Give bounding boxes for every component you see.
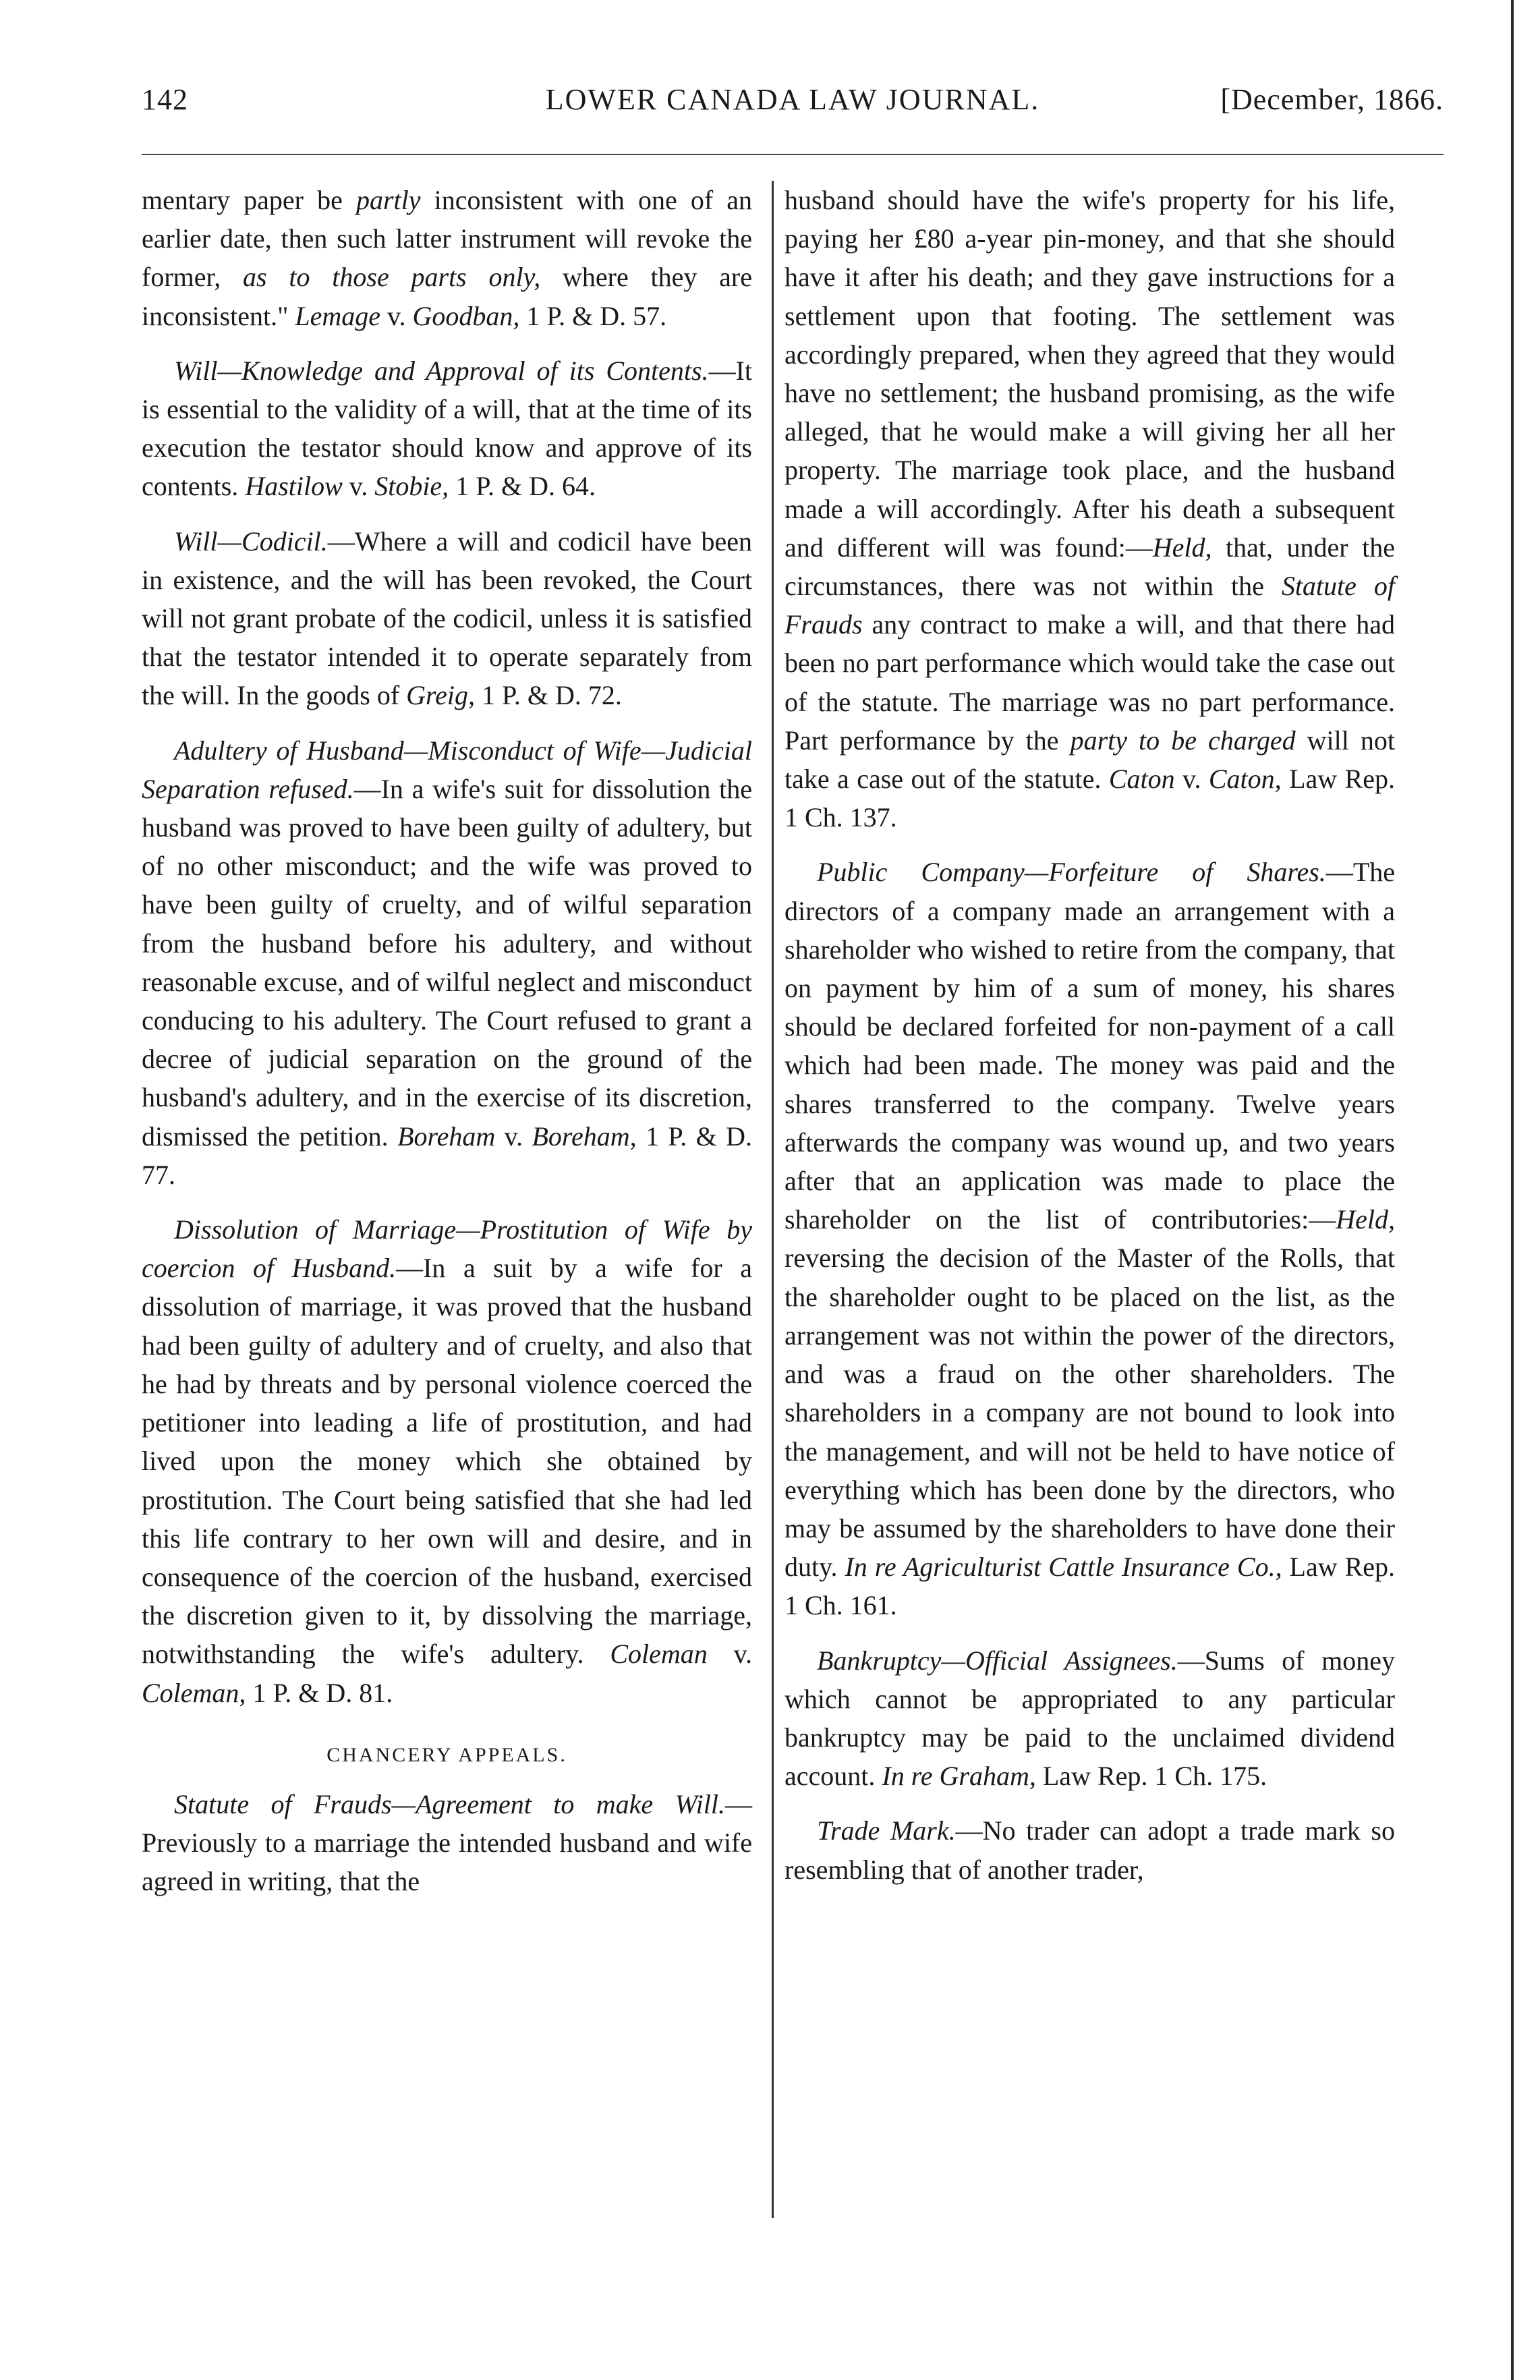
paragraph-trade-mark: Trade Mark.—No trader can adopt a trade mark so resembling that of another trader,: [785, 1815, 1396, 1885]
running-header: [142, 82, 1444, 130]
paragraph-heading: Adultery of Husband—Misconduct of Wife—Judicial Separation refused.: [142, 735, 752, 804]
page-number: 142: [142, 83, 188, 116]
paragraph-bankruptcy: Bankruptcy—Official Assignees.—Sums of money which cannot be appropriated to any particular bankruptcy may be paid to the unclaimed dividend account. In re Graham, Law Rep. 1 Ch. 175.: [785, 1645, 1395, 1792]
paragraph-heading: Public Company—Forfeiture of Shares.: [817, 857, 1326, 888]
paragraph-revocation-continued: mentary paper be partly inconsistent with one of an earlier date, then such latter instrument will revoke the former, as to those parts only, where they are inconsistent." Lemage v. Goodban, 1 P. & D. 57.: [142, 185, 752, 331]
page-edge-line: [1511, 0, 1514, 2380]
right-column: [785, 181, 1395, 1905]
header-rule: [142, 154, 1444, 155]
paragraph-heading: Trade Mark.: [817, 1815, 956, 1846]
paragraph-will-knowledge: Will—Knowledge and Approval of its Contents.—It is essential to the validity of a will, that at the time of its execution the testator should know and approve of its contents. Hastilow v. Stobie, 1 P. & D. 64.: [142, 355, 752, 502]
paragraph-statute-of-frauds: Statute of Frauds—Agreement to make Will.—Previously to a marriage the intended husband and wife agreed in writing, that the: [142, 1788, 752, 1897]
paragraph-heading: Dissolution of Marriage—Prostitution of Wife by coercion of Husband.: [142, 1214, 752, 1284]
paragraph-statute-of-frauds-continued: husband should have the wife's property for his life, paying her £80 a-year pin-money, and that she should have it after his death; and they gave instructions for a settlement upon that footing. The settlement was accordingly prepared, when they agreed that they would have no settlement; the husband promising, as the wife alleged, that he would make a will giving her all her property. The marriage took place, and the husband made a will accordingly. After his death a subsequent and different will was found:—Held, that, under the circumstances, there was not within the Statute of Frauds any contract to make a will, and that there had been no part performance which would take the case out of the statute. The marriage was no part performance. Part performance by the party to be charged will not take a case out of the statute. Caton v. Caton, Law Rep. 1 Ch. 137.: [785, 185, 1396, 833]
paragraph-dissolution-coercion: Dissolution of Marriage—Prostitution of Wife by coercion of Husband.—In a suit by a wife for a dissolution of marriage, it was proved that the husband had been guilty of adultery and of cruelty, and also that he had by threats and by personal violence coerced the petitioner into leading a life of prostitution, and had lived upon the money which she obtained by prostitution. The Court being satisfied that she had led this life contrary to her own will and desire, and in consequence of the coercion of the husband, exercised the discretion given to it, by dissolving the marriage, notwithstanding the wife's adultery. Coleman v. Coleman, 1 P. & D. 81.: [142, 1214, 752, 1708]
paragraph-public-company: Public Company—Forfeiture of Shares.—The directors of a company made an arrangement with a shareholder who wished to retire from the company, that on payment by him of a sum of money, his shares should be declared forfeited for non-payment of a call which had been made. The money was paid and the shares transferred to the company. Twelve years afterwards the company was wound up, and two years after that an application was made to place the shareholder on the list of contributories:—Held, reversing the decision of the Master of the Rolls, that the shareholder ought to be placed on the list, as the arrangement was not within the power of the directors, and was a fraud on the other shareholders. The shareholders in a company are not bound to look into the management, and will not be held to have notice of everything which has been done by the directors, who may be assumed by the shareholders to have done their duty. In re Agriculturist Cattle Insurance Co., Law Rep. 1 Ch. 161.: [785, 857, 1395, 1621]
left-column: [142, 181, 752, 1917]
section-title: CHANCERY APPEALS.: [326, 1743, 567, 1766]
paragraph-heading: Bankruptcy—Official Assignees.: [817, 1645, 1178, 1676]
column-divider: [772, 181, 774, 2218]
paragraph-adultery-misconduct: Adultery of Husband—Misconduct of Wife—Judicial Separation refused.—In a wife's suit for dissolution the husband was proved to have been guilty of adultery, but of no other misconduct; and the wife was proved to have been guilty of cruelty, and of wilful separation from the husband before his adultery, and without reasonable excuse, and of wilful neglect and misconduct conducing to his adultery. The Court refused to grant a decree of judicial separation on the ground of the husband's adultery, and in the exercise of its discretion, dismissed the petition. Boreham v. Boreham, 1 P. & D. 77.: [142, 735, 753, 1190]
journal-title: LOWER CANADA LAW JOURNAL.: [545, 83, 1040, 116]
issue-date: [December, 1866.: [1220, 83, 1444, 116]
paragraph-will-codicil: Will—Codicil.—Where a will and codicil have been in existence, and the will has been revoked, the Court will not grant probate of the codicil, unless it is satisfied that the testator intended it to operate separately from the will. In the goods of Greig, 1 P. & D. 72.: [142, 526, 752, 711]
paragraph-heading: Will—Codicil.: [174, 526, 328, 557]
paragraph-heading: Statute of Frauds—Agreement to make Will.: [174, 1788, 725, 1819]
paragraph-heading: Will—Knowledge and Approval of its Contents.: [174, 355, 709, 386]
